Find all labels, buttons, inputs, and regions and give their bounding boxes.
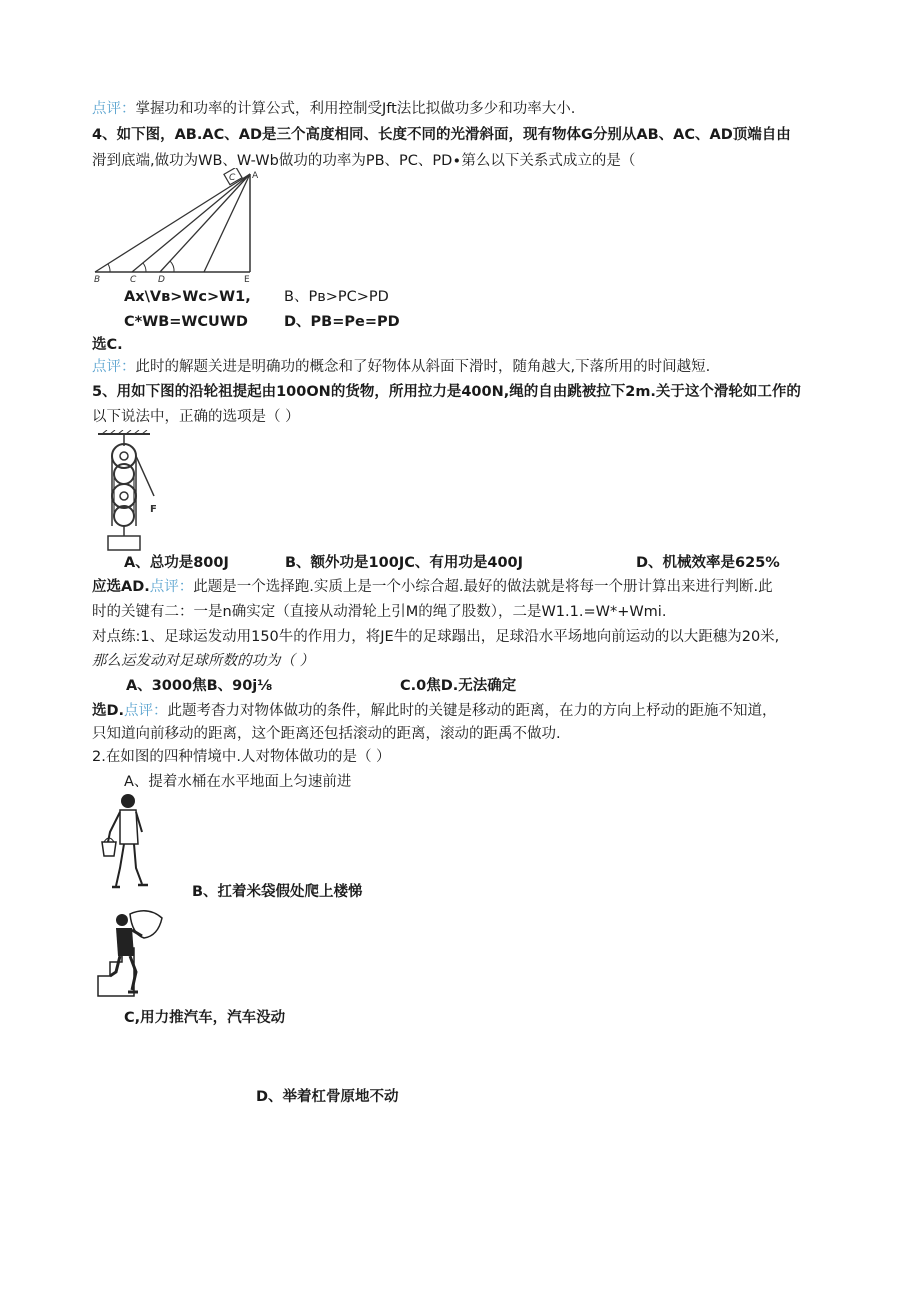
q2-option-d-text: D、举着杠骨原地不动	[256, 1089, 399, 1105]
point-d-label: D	[158, 275, 165, 283]
point-a-label: A	[252, 171, 259, 181]
drill-line-1: 对点练:1、足球运发动用150牛的作用力，将JE牛的足球蹋出，足球沿水平场地向前运动的以大距穗为20米,	[92, 629, 780, 645]
q2-option-c	[124, 1008, 285, 1028]
block-label: C	[229, 173, 236, 183]
q2-option-b	[192, 882, 363, 902]
q5-comment-text-1: 此题是一个选择跑.实质上是一个小综合超.最好的做法就是将每一个册计算出来进行判断.此	[193, 579, 773, 595]
q5-line-1: 5、用如下图的沿轮祖提起由100ON的货物，所用拉力是400N,绳的自由跳被拉下2m.关于这个滑轮如工作的	[92, 384, 801, 400]
incline-figure	[92, 168, 262, 283]
q5-option-a: A、总功是800J	[124, 555, 229, 571]
q5-comment-2: 时的关键有二：一是n确实定（直接从动滑轮上引M的绳了股数），二是W1.1.=W*+Wmi.	[92, 604, 667, 620]
q5-line-2: 以下说法中，正确的选项是（ ）	[92, 409, 300, 425]
q5-answer: 应选AD.	[92, 579, 150, 595]
drill-line-2: 那么运发动对足球所数的功为（ ）	[92, 653, 315, 669]
q5-option-bc: B、额外功是100JC、有用功是400J	[285, 555, 524, 571]
q2-option-d	[256, 1087, 399, 1107]
q2-option-b-text: B、扛着米袋假处爬上楼悌	[192, 884, 363, 900]
q4-option-d: D、PB=Pe=PD	[284, 314, 400, 330]
stair-climber-figure	[96, 906, 168, 1000]
point-e-label: E	[244, 275, 250, 283]
comment-label: 点评：	[92, 359, 136, 375]
comment-label: 点评：	[124, 703, 168, 719]
drill-comment-text-1: 此题考杳力对物体做功的条件，解此时的关键是移动的距离，在力的方向上杼动的距施不知道，	[167, 703, 777, 719]
drill-option-ab: A、3000焦B、90j⅛	[126, 678, 273, 694]
pulley-figure	[94, 430, 174, 552]
drill-option-cd: C.0焦D.无法确定	[400, 678, 517, 694]
q4-answer: 选C.	[92, 337, 123, 353]
q4-option-c: C*WB=WCUWD	[124, 314, 248, 330]
bucket-carrier-figure	[98, 792, 154, 892]
q4-comment	[92, 357, 710, 377]
q2-option-a: A、提着水桶在水平地面上匀速前进	[124, 774, 352, 790]
q4-line-1: 4、如下图，AB.AC、AD是三个高度相同、长度不同的光滑斜面，现有物体G分别从AB、AC、AD顶端自由	[92, 127, 791, 143]
drill-comment-2: 只知道向前移动的距离，这个距离还包括滚动的距离，滚动的距禹不做功.	[92, 726, 561, 742]
force-label: F	[150, 504, 157, 515]
q4-option-b: B、Pв>PC>PD	[284, 289, 389, 305]
q5-comment-1	[92, 577, 773, 597]
q4-comment-text: 此时的解题关进是明确功的概念和了好物体从斜面下滑时，随角越大,下落所用的时间越短.	[135, 359, 711, 375]
comment-text: 掌握功和功率的计算公式，利用控制受Jft法比拟做功多少和功率大小.	[135, 101, 576, 117]
point-c-label: C	[130, 275, 137, 283]
point-b-label: B	[94, 275, 101, 283]
q5-option-d: D、机械效率是625%	[636, 555, 780, 571]
drill-comment-1	[92, 701, 777, 721]
q4-line-2: 滑到底端,做功为WB、W-Wb做功的功率为PB、PC、PD∙第么以下关系式成立的是（	[92, 153, 636, 169]
comment-line-1	[92, 99, 575, 119]
drill-answer: 选D.	[92, 703, 125, 719]
q2-line-1: 2.在如图的四种情境中.人对物体做功的是（ ）	[92, 749, 391, 765]
q4-option-a: Ax\Vв>Wc>W1,	[124, 289, 251, 305]
comment-label: 点评：	[92, 101, 136, 117]
comment-label: 点评：	[149, 579, 194, 595]
q2-option-c-text: C,用力推汽车，汽车没动	[124, 1010, 286, 1026]
